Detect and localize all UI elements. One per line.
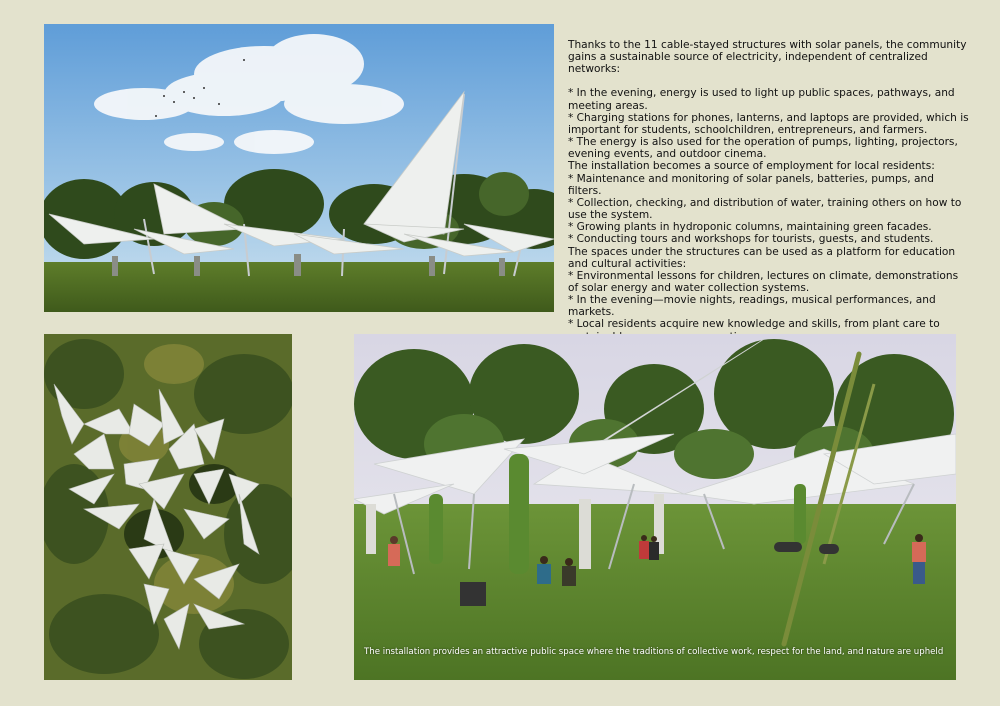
project-description	[568, 39, 970, 343]
employment-heading: The installation becomes a source of employment for local residents:	[568, 160, 935, 173]
aerial-canopy-illustration	[44, 334, 292, 680]
public-space-render	[354, 334, 956, 680]
paragraph-gap	[568, 75, 970, 87]
plaza-caption: The installation provides an attractive public space where the traditions of collective work, respect for the land, and nature are upheld	[364, 647, 944, 657]
education-item: * Environmental lessons for children, lectures on climate, demonstrations of solar energy and water collection systems.	[568, 269, 959, 294]
plaza-illustration	[354, 334, 956, 680]
aerial-view-render	[44, 334, 292, 680]
education-item: * In the evening—movie nights, readings, musical performances, and markets.	[568, 294, 936, 319]
education-heading: The spaces under the structures can be used as a platform for education and cultural activities:	[568, 245, 956, 270]
employment-item: * Growing plants in hydroponic columns, maintaining green facades.	[568, 221, 932, 234]
employment-item: * Maintenance and monitoring of solar panels, batteries, pumps, and filters.	[568, 172, 934, 197]
canopy-field-render	[44, 24, 554, 312]
energy-use-item: * The energy is also used for the operation of pumps, lighting, projectors, evening events, and outdoor cinema.	[568, 136, 958, 161]
canopy-field-illustration	[44, 24, 554, 312]
employment-item: * Collection, checking, and distribution of water, training others on how to use the system.	[568, 196, 962, 222]
education-item: * Local residents acquire new knowledge and skills, from plant care to	[568, 318, 940, 331]
energy-use-item: * Charging stations for phones, lanterns, and laptops are provided, which is important for students, schoolchildren, entrepreneurs, and farmers.	[568, 111, 969, 136]
intro-paragraph: Thanks to the 11 cable-stayed structures with solar panels, the community gains a sustainable source of electricity, independent of centralized networks:	[568, 39, 967, 76]
employment-item: * Conducting tours and workshops for tourists, guests, and students.	[568, 233, 934, 246]
energy-use-item: * In the evening, energy is used to light up public spaces, pathways, and meeting areas.	[568, 87, 955, 112]
